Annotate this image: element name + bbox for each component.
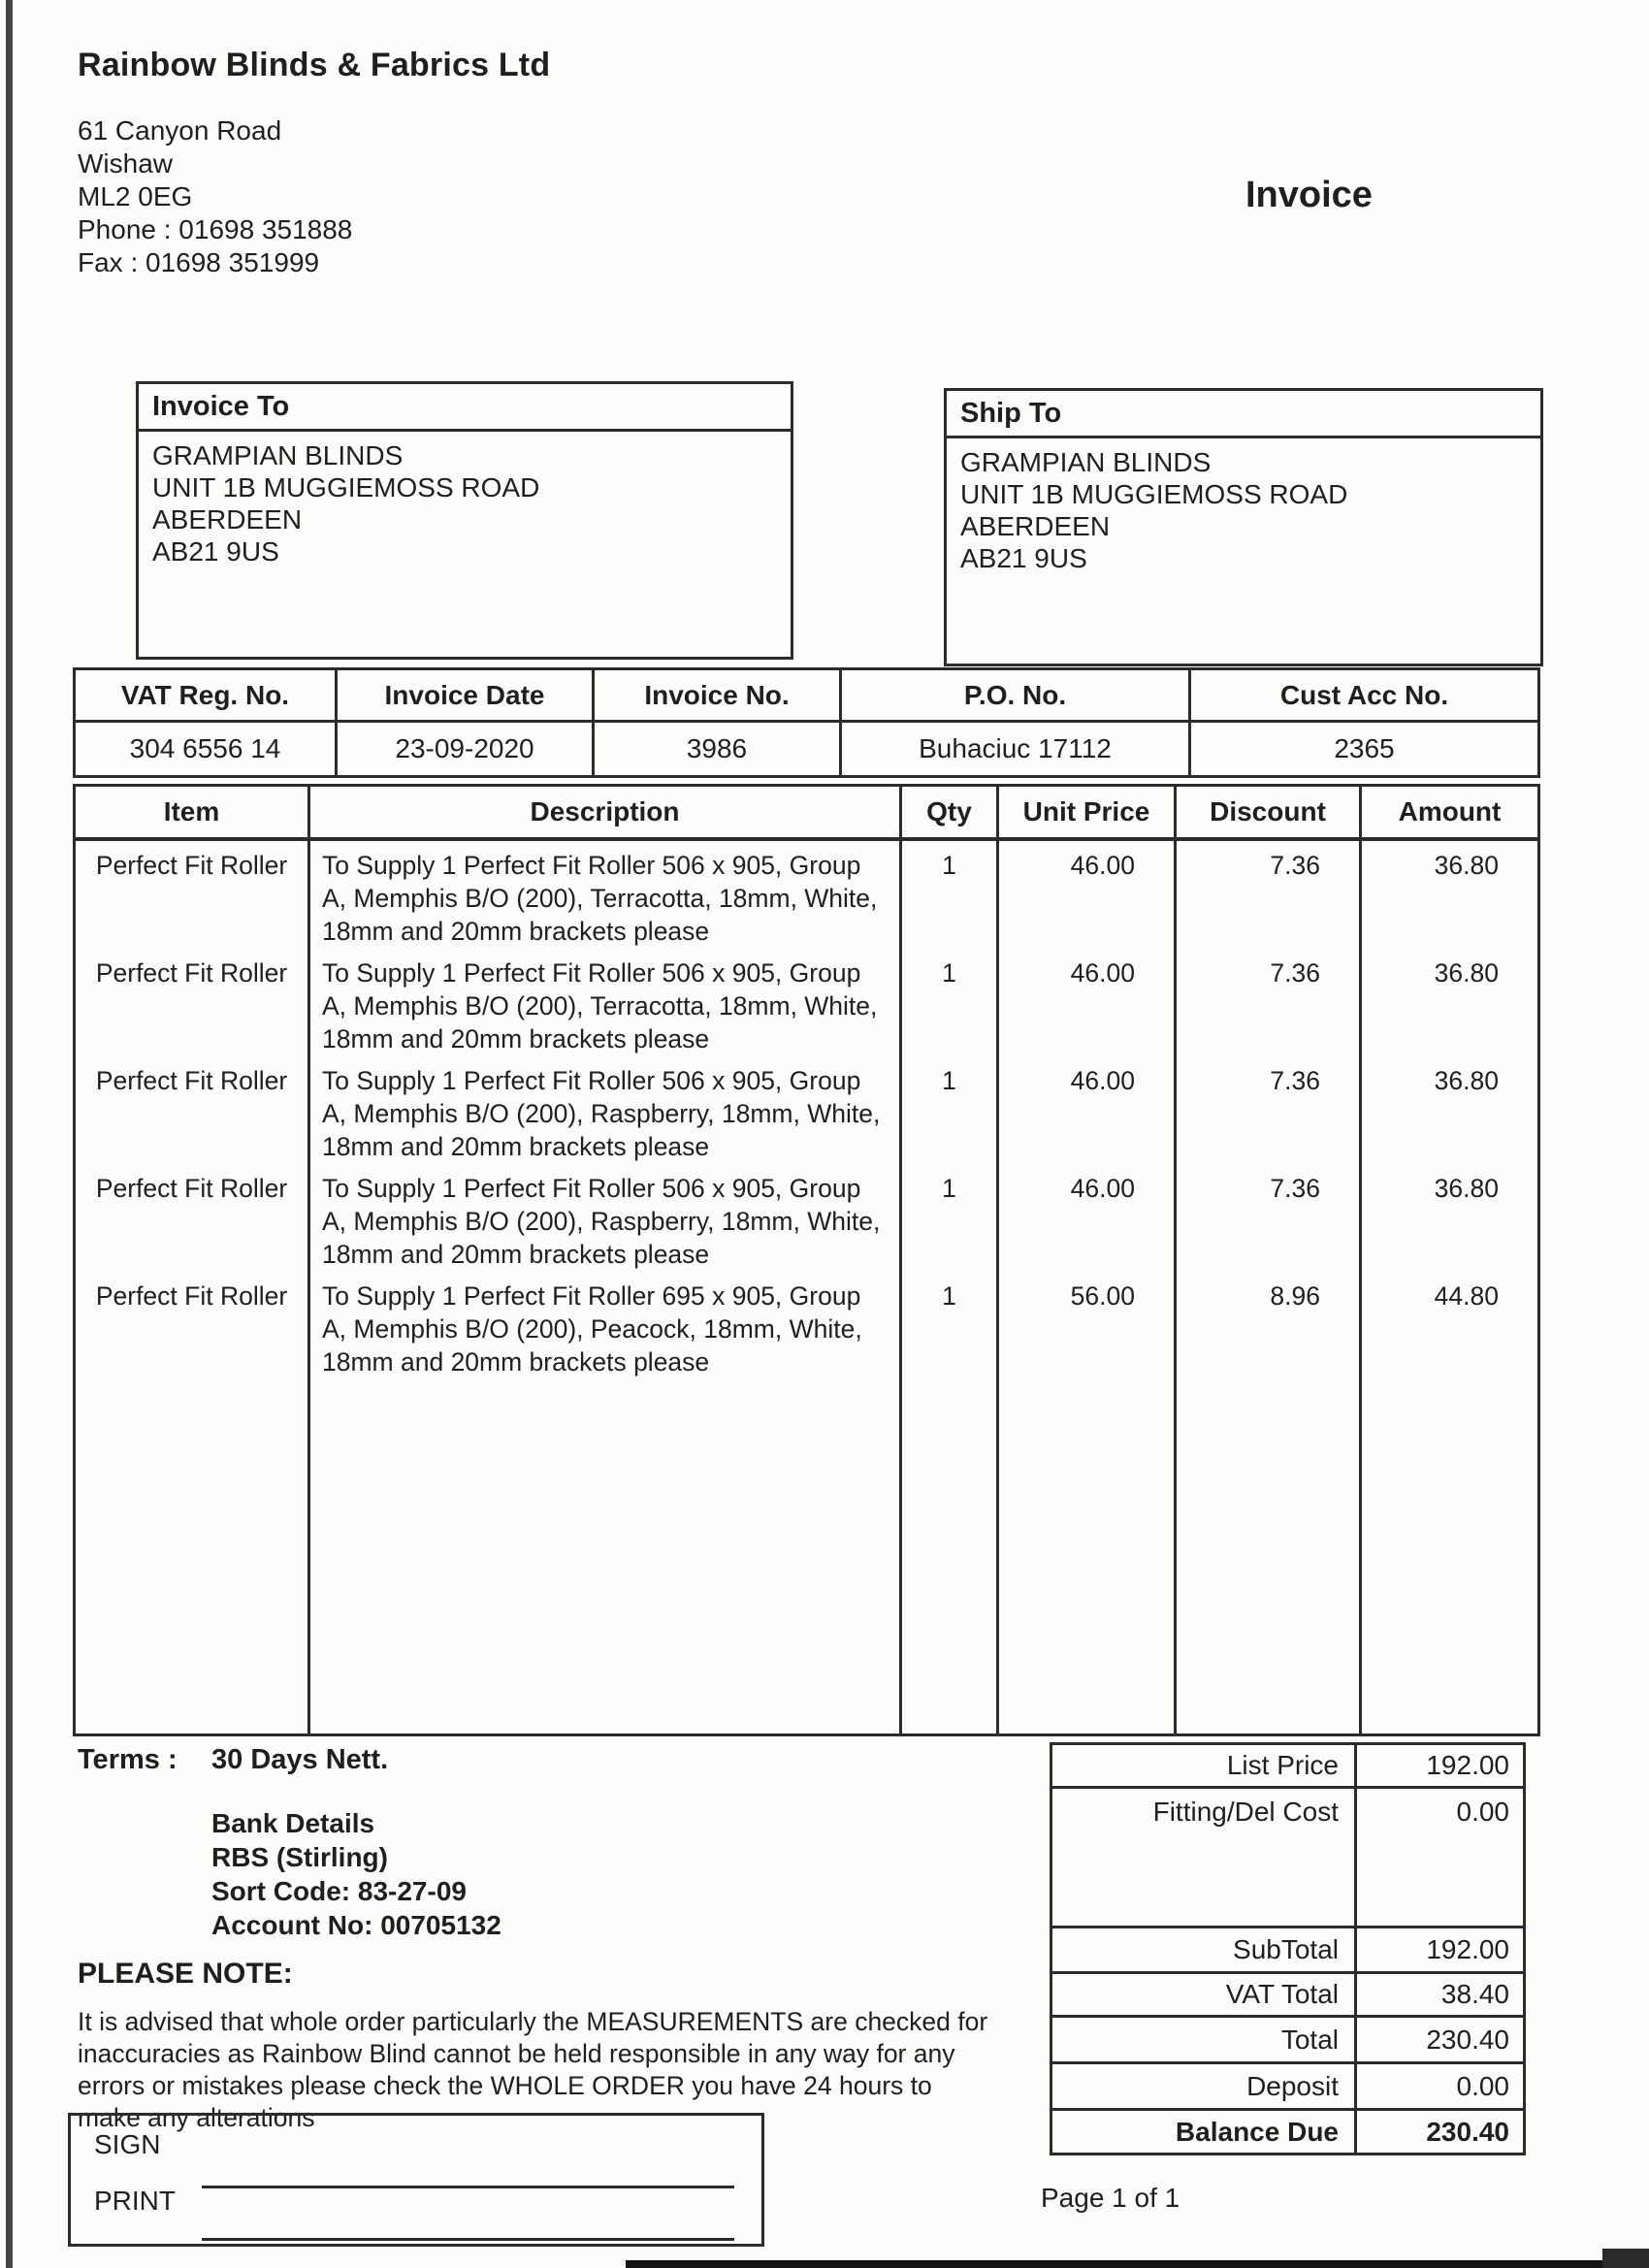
item-name: Perfect Fit Roller [75, 1272, 309, 1379]
item-amount: 36.80 [1361, 949, 1539, 1056]
items-header-qty: Qty [901, 786, 998, 840]
company-address [78, 114, 352, 279]
page-title: Invoice [1245, 175, 1373, 215]
meta-value-row [75, 722, 1539, 777]
total-value: 38.40 [1356, 1973, 1525, 2017]
meta-value-vat: 304 6556 14 [75, 722, 337, 777]
item-amount: 36.80 [1361, 839, 1539, 949]
item-discount: 7.36 [1176, 839, 1361, 949]
invoice-to-address [139, 432, 791, 575]
item-qty: 1 [901, 949, 998, 1056]
meta-value-po-no: Buhaciuc 17112 [841, 722, 1190, 777]
item-unit-price: 46.00 [998, 839, 1176, 949]
meta-header-invoice-date: Invoice Date [337, 669, 594, 722]
page-number: Page 1 of 1 [1041, 2183, 1180, 2213]
print-line [202, 2238, 734, 2241]
item-amount: 44.80 [1361, 1272, 1539, 1379]
total-row-subtotal [1051, 1928, 1525, 1973]
scan-edge-left [6, 0, 13, 2268]
invoice-to-label: Invoice To [139, 384, 791, 432]
ship-to-box [944, 388, 1543, 666]
sign-line [202, 2186, 734, 2188]
item-description: To Supply 1 Perfect Fit Roller 506 x 905, Group A, Memphis B/O (200), Raspberry, 18mm, White, 18mm and 20mm brackets please [309, 1056, 901, 1164]
ship-to-line: UNIT 1B MUGGIEMOSS ROAD [960, 479, 1348, 509]
item-name: Perfect Fit Roller [75, 1056, 309, 1164]
total-label: VAT Total [1051, 1973, 1356, 2017]
total-value: 192.00 [1356, 1928, 1525, 1973]
total-label: Balance Due [1051, 2110, 1356, 2155]
item-amount: 36.80 [1361, 1164, 1539, 1272]
total-label: List Price [1051, 1744, 1356, 1788]
table-row [75, 1272, 1539, 1379]
totals-table [1050, 1742, 1526, 2155]
total-row-vat-total [1051, 1973, 1525, 2017]
item-name: Perfect Fit Roller [75, 949, 309, 1056]
item-description: To Supply 1 Perfect Fit Roller 506 x 905, Group A, Memphis B/O (200), Raspberry, 18mm, White, 18mm and 20mm brackets please [309, 1164, 901, 1272]
terms-value: 30 Days Nett. [211, 1744, 389, 1775]
invoice-to-line: ABERDEEN [152, 504, 303, 535]
item-unit-price: 56.00 [998, 1272, 1176, 1379]
item-qty: 1 [901, 1164, 998, 1272]
item-description: To Supply 1 Perfect Fit Roller 695 x 905, Group A, Memphis B/O (200), Peacock, 18mm, White, 18mm and 20mm brackets please [309, 1272, 901, 1379]
signature-box [68, 2113, 764, 2247]
scan-edge-bottom [626, 2260, 1649, 2268]
total-row-deposit [1051, 2063, 1525, 2110]
item-qty: 1 [901, 1272, 998, 1379]
item-qty: 1 [901, 1056, 998, 1164]
table-row [75, 949, 1539, 1056]
total-row-fitting-del-cost [1051, 1788, 1525, 1928]
total-value: 0.00 [1356, 2063, 1525, 2110]
total-value: 230.40 [1356, 2110, 1525, 2155]
item-name: Perfect Fit Roller [75, 1164, 309, 1272]
bank-sort-code: Sort Code: 83-27-09 [211, 1876, 467, 1906]
item-name: Perfect Fit Roller [75, 839, 309, 949]
meta-header-row [75, 669, 1539, 722]
item-discount: 7.36 [1176, 949, 1361, 1056]
company-address-line: 61 Canyon Road [78, 115, 282, 146]
total-value: 230.40 [1356, 2017, 1525, 2063]
item-amount: 36.80 [1361, 1056, 1539, 1164]
table-row [75, 1164, 1539, 1272]
ship-to-line: AB21 9US [960, 543, 1087, 573]
items-header-unit-price: Unit Price [998, 786, 1176, 840]
total-label: SubTotal [1051, 1928, 1356, 1973]
company-name: Rainbow Blinds & Fabrics Ltd [78, 47, 551, 83]
line-items-table [73, 784, 1540, 1736]
ship-to-line: GRAMPIAN BLINDS [960, 447, 1212, 477]
terms-label: Terms : [78, 1744, 178, 1775]
items-header-amount: Amount [1361, 786, 1539, 840]
table-row [75, 1056, 1539, 1164]
total-row-total [1051, 2017, 1525, 2063]
items-header-row [75, 786, 1539, 840]
items-header-discount: Discount [1176, 786, 1361, 840]
ship-to-address [947, 438, 1540, 582]
item-description: To Supply 1 Perfect Fit Roller 506 x 905, Group A, Memphis B/O (200), Terracotta, 18mm, White, 18mm and 20mm brackets please [309, 839, 901, 949]
item-unit-price: 46.00 [998, 1164, 1176, 1272]
company-address-line: ML2 0EG [78, 181, 193, 211]
item-unit-price: 46.00 [998, 1056, 1176, 1164]
company-address-line: Wishaw [78, 148, 174, 178]
total-label: Fitting/Del Cost [1051, 1788, 1356, 1928]
meta-header-invoice-no: Invoice No. [594, 669, 841, 722]
meta-header-po-no: P.O. No. [841, 669, 1190, 722]
items-empty-space [75, 1379, 1539, 1735]
invoice-to-line: UNIT 1B MUGGIEMOSS ROAD [152, 472, 540, 502]
meta-value-invoice-date: 23-09-2020 [337, 722, 594, 777]
company-phone: Phone : 01698 351888 [78, 214, 353, 244]
total-value: 192.00 [1356, 1744, 1525, 1788]
bank-details-title: Bank Details [211, 1808, 375, 1838]
item-qty: 1 [901, 839, 998, 949]
ship-to-line: ABERDEEN [960, 511, 1111, 541]
note-body: It is advised that whole order particularly the MEASUREMENTS are checked for inaccuracies as Rainbow Blind cannot be held responsible in any way for any errors or mistakes please check the WHOLE ORDER you have 24 hours to make any alterations [78, 2007, 988, 2132]
item-unit-price: 46.00 [998, 949, 1176, 1056]
bank-details [211, 1806, 501, 1942]
meta-header-vat: VAT Reg. No. [75, 669, 337, 722]
items-header-item: Item [75, 786, 309, 840]
scan-edge-corner [1602, 2249, 1649, 2268]
meta-header-cust-acc: Cust Acc No. [1190, 669, 1539, 722]
table-row [75, 839, 1539, 949]
invoice-to-box [136, 381, 793, 660]
sign-label: SIGN [94, 2129, 161, 2159]
total-row-balance-due [1051, 2110, 1525, 2155]
company-fax: Fax : 01698 351999 [78, 247, 320, 277]
bank-name: RBS (Stirling) [211, 1842, 388, 1872]
total-label: Total [1051, 2017, 1356, 2063]
note-title: PLEASE NOTE: [78, 1958, 293, 1990]
total-label: Deposit [1051, 2063, 1356, 2110]
item-discount: 8.96 [1176, 1272, 1361, 1379]
item-description: To Supply 1 Perfect Fit Roller 506 x 905, Group A, Memphis B/O (200), Terracotta, 18mm, White, 18mm and 20mm brackets please [309, 949, 901, 1056]
items-header-description: Description [309, 786, 901, 840]
item-discount: 7.36 [1176, 1164, 1361, 1272]
bank-account-no: Account No: 00705132 [211, 1910, 501, 1940]
ship-to-label: Ship To [947, 391, 1540, 438]
meta-value-invoice-no: 3986 [594, 722, 841, 777]
total-value: 0.00 [1356, 1788, 1525, 1928]
total-row-list-price [1051, 1744, 1525, 1788]
invoice-meta-table [73, 667, 1540, 778]
meta-value-cust-acc: 2365 [1190, 722, 1539, 777]
invoice-to-line: GRAMPIAN BLINDS [152, 440, 404, 470]
invoice-to-line: AB21 9US [152, 536, 279, 567]
print-label: PRINT [94, 2186, 176, 2216]
item-discount: 7.36 [1176, 1056, 1361, 1164]
